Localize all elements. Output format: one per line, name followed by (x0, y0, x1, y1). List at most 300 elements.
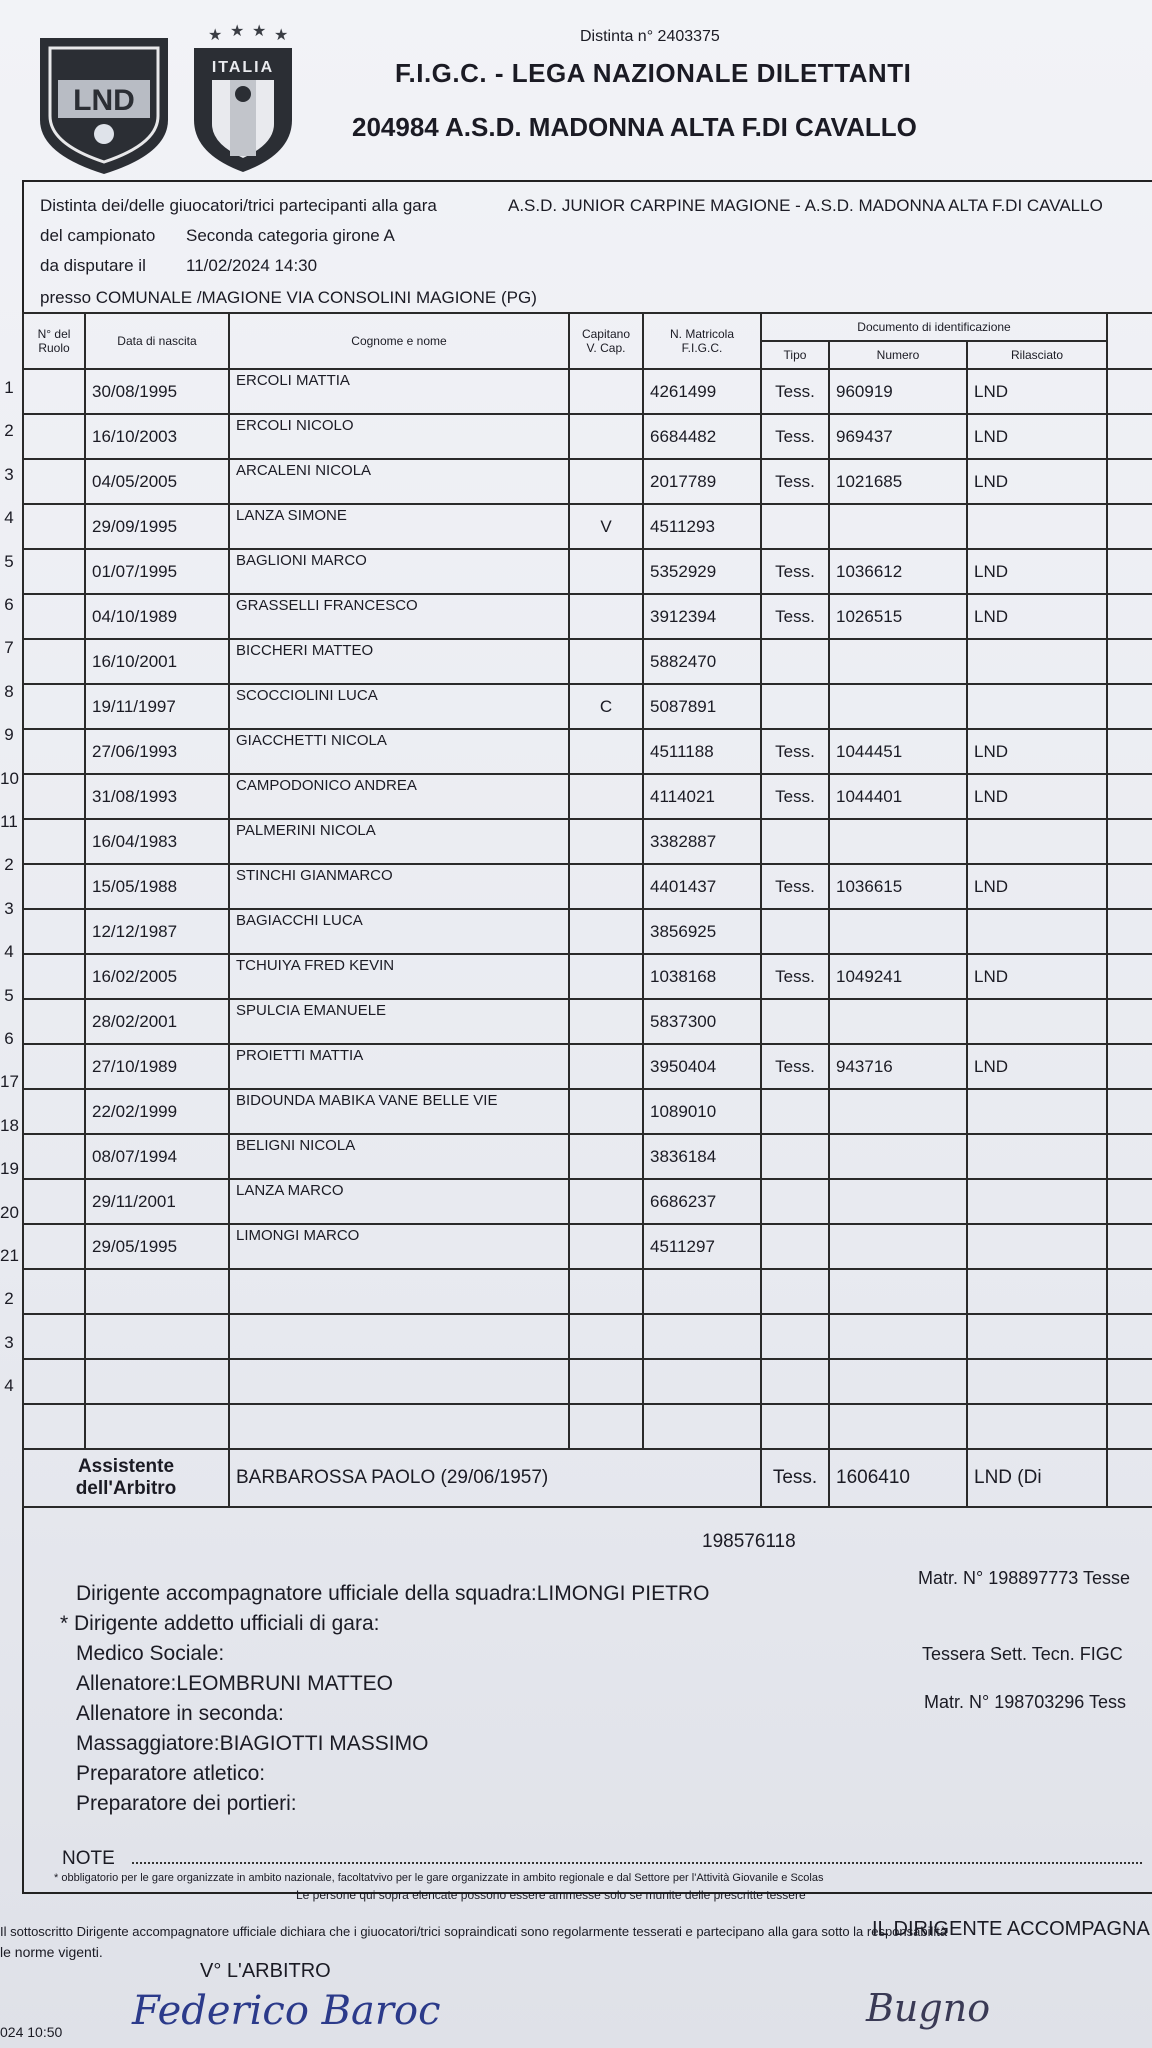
player-numero-cell: 1036615 (829, 864, 967, 909)
row-number: 3 (4, 898, 14, 918)
player-extra-cell (1107, 1314, 1152, 1359)
player-matricola-cell (643, 1404, 761, 1449)
italia-logo-text: ITALIA (211, 59, 275, 76)
venue: presso COMUNALE /MAGIONE VIA CONSOLINI MAGIONE (PG) (40, 288, 537, 307)
player-matricola-cell: 4114021 (643, 774, 761, 819)
player-rilasciato-cell (967, 1314, 1107, 1359)
championship-value: Seconda categoria girone A (186, 226, 395, 245)
dirigente-matricola: Matr. N° 198897773 Tesse (918, 1568, 1131, 1588)
player-ruolo-cell (23, 954, 85, 999)
player-rilasciato-cell (967, 504, 1107, 549)
player-numero-cell (829, 639, 967, 684)
player-matricola-cell: 1038168 (643, 954, 761, 999)
allenatore-line: Allenatore:LEOMBRUNI MATTEO (76, 1672, 394, 1695)
player-birth-cell: 28/02/2001 (85, 999, 229, 1044)
assistant-row (23, 1449, 1152, 1507)
player-tipo-cell: Tess. (761, 774, 829, 819)
player-row (23, 369, 1152, 414)
player-extra-cell (1107, 1404, 1152, 1449)
assistant-extra (1107, 1449, 1152, 1507)
player-birth-cell: 16/02/2005 (85, 954, 229, 999)
svg-text:★: ★ (230, 24, 245, 40)
player-matricola-cell: 5837300 (643, 999, 761, 1044)
row-number: 11 (0, 812, 18, 831)
row-number: 6 (4, 1029, 14, 1048)
player-numero-cell (829, 909, 967, 954)
player-cap-cell (569, 594, 643, 639)
seconda-line: Allenatore in seconda: (76, 1702, 284, 1725)
player-numero-cell (829, 1179, 967, 1224)
player-name-cell: TCHUIYA FRED KEVIN (229, 954, 569, 999)
match-label: Distinta dei/delle giuocatori/trici partecipanti alla gara (40, 196, 437, 215)
player-tipo-cell: Tess. (761, 414, 829, 459)
player-name-cell (229, 1404, 569, 1449)
player-ruolo-cell (23, 729, 85, 774)
player-rilasciato-cell (967, 1134, 1107, 1179)
player-matricola-cell: 2017789 (643, 459, 761, 504)
player-matricola-cell: 4511297 (643, 1224, 761, 1269)
dirigente-signature-label: IL DIRIGENTE ACCOMPAGNA (872, 1918, 1150, 1940)
player-cap-cell (569, 639, 643, 684)
player-ruolo-cell (23, 414, 85, 459)
player-cap-cell: C (569, 684, 643, 729)
player-extra-cell (1107, 549, 1152, 594)
player-name-cell: SPULCIA EMANUELE (229, 999, 569, 1044)
player-cap-cell: V (569, 504, 643, 549)
header-rilasciato: Rilasciato (967, 341, 1107, 369)
player-numero-cell (829, 1224, 967, 1269)
player-tipo-cell (761, 1089, 829, 1134)
player-rilasciato-cell (967, 684, 1107, 729)
player-cap-cell (569, 1404, 643, 1449)
player-extra-cell (1107, 999, 1152, 1044)
massaggiatore-line: Massaggiatore:BIAGIOTTI MASSIMO (76, 1732, 429, 1755)
player-numero-cell (829, 684, 967, 729)
player-numero-cell (829, 1314, 967, 1359)
svg-text:★: ★ (274, 25, 289, 44)
player-name-cell (229, 1359, 569, 1404)
player-cap-cell (569, 549, 643, 594)
player-cap-cell (569, 1089, 643, 1134)
assistant-label: Assistente dell'Arbitro (23, 1449, 229, 1507)
player-birth-cell: 27/10/1989 (85, 1044, 229, 1089)
distinta-number: Distinta n° 2403375 (580, 28, 720, 45)
championship-label: del campionato (40, 226, 156, 245)
player-numero-cell: 1036612 (829, 549, 967, 594)
row-number: 6 (4, 595, 14, 614)
player-ruolo-cell (23, 369, 85, 414)
player-extra-cell (1107, 639, 1152, 684)
player-birth-cell (85, 1404, 229, 1449)
player-row (23, 864, 1152, 909)
player-rilasciato-cell: LND (967, 864, 1107, 909)
player-numero-cell: 943716 (829, 1044, 967, 1089)
player-matricola-cell: 4261499 (643, 369, 761, 414)
player-tipo-cell (761, 1359, 829, 1404)
player-birth-cell: 15/05/1988 (85, 864, 229, 909)
federation-title: F.I.G.C. - LEGA NAZIONALE DILETTANTI (395, 58, 912, 88)
player-extra-cell (1107, 1224, 1152, 1269)
player-name-cell: LIMONGI MARCO (229, 1224, 569, 1269)
player-tipo-cell: Tess. (761, 729, 829, 774)
player-extra-cell (1107, 1269, 1152, 1314)
player-birth-cell: 31/08/1993 (85, 774, 229, 819)
player-extra-cell (1107, 594, 1152, 639)
player-numero-cell: 1026515 (829, 594, 967, 639)
player-row (23, 639, 1152, 684)
player-extra-cell (1107, 774, 1152, 819)
row-number: 3 (4, 1332, 14, 1352)
player-rilasciato-cell: LND (967, 729, 1107, 774)
player-tipo-cell: Tess. (761, 864, 829, 909)
player-extra-cell (1107, 1179, 1152, 1224)
note-dotted-line (132, 1862, 1142, 1864)
player-tipo-cell (761, 684, 829, 729)
player-row (23, 1089, 1152, 1134)
row-number: 18 (0, 1115, 19, 1135)
player-birth-cell: 08/07/1994 (85, 1134, 229, 1179)
declaration-text: Il sottoscritto Dirigente accompagnatore ufficiale dichiara che i giuocatori/trici sopraindicati sono regolarmente tesserati e partecipano alla gara sotto la responsabilità (0, 1924, 948, 1939)
player-birth-cell (85, 1314, 229, 1359)
player-birth-cell: 12/12/1987 (85, 909, 229, 954)
player-matricola-cell: 4511293 (643, 504, 761, 549)
player-matricola-cell: 3836184 (643, 1134, 761, 1179)
dirigente-signature: Bugno (866, 1986, 991, 2030)
player-rows (23, 369, 1152, 1449)
player-tipo-cell (761, 1269, 829, 1314)
player-matricola-cell: 3950404 (643, 1044, 761, 1089)
lnd-logo (36, 34, 172, 176)
player-row (23, 999, 1152, 1044)
player-rilasciato-cell: LND (967, 594, 1107, 639)
player-extra-cell (1107, 864, 1152, 909)
player-ruolo-cell (23, 504, 85, 549)
svg-text:★: ★ (252, 24, 267, 40)
player-birth-cell: 16/10/2003 (85, 414, 229, 459)
player-name-cell (229, 1269, 569, 1314)
player-tipo-cell (761, 909, 829, 954)
player-matricola-cell: 1089010 (643, 1089, 761, 1134)
player-row (23, 1314, 1152, 1359)
note-line-2: Le persone qui sopra elencate possono essere ammesse solo se munite delle prescritte tessere (296, 1888, 806, 1902)
timestamp: 024 10:50 (0, 2024, 63, 2040)
player-row (23, 414, 1152, 459)
player-extra-cell (1107, 369, 1152, 414)
row-number: 2 (4, 1289, 14, 1309)
player-tipo-cell (761, 504, 829, 549)
player-name-cell: PROIETTI MATTIA (229, 1044, 569, 1089)
player-matricola-cell: 5087891 (643, 684, 761, 729)
row-number: 4 (4, 508, 14, 528)
player-name-cell: GRASSELLI FRANCESCO (229, 594, 569, 639)
club-title: 204984 A.S.D. MADONNA ALTA F.DI CAVALLO (352, 112, 917, 142)
player-row (23, 819, 1152, 864)
player-cap-cell (569, 1314, 643, 1359)
player-rilasciato-cell: LND (967, 369, 1107, 414)
player-numero-cell: 1044451 (829, 729, 967, 774)
player-numero-cell (829, 819, 967, 864)
player-matricola-cell: 6684482 (643, 414, 761, 459)
player-birth-cell: 04/05/2005 (85, 459, 229, 504)
player-extra-cell (1107, 504, 1152, 549)
player-row (23, 729, 1152, 774)
player-rilasciato-cell: LND (967, 459, 1107, 504)
player-name-cell: BICCHERI MATTEO (229, 639, 569, 684)
player-extra-cell (1107, 414, 1152, 459)
player-ruolo-cell (23, 1269, 85, 1314)
player-rilasciato-cell: LND (967, 954, 1107, 999)
player-matricola-cell: 3382887 (643, 819, 761, 864)
player-cap-cell (569, 1179, 643, 1224)
player-birth-cell: 19/11/1997 (85, 684, 229, 729)
player-rilasciato-cell: LND (967, 774, 1107, 819)
player-row (23, 1044, 1152, 1089)
player-rilasciato-cell (967, 1359, 1107, 1404)
header-nascita: Data di nascita (85, 313, 229, 369)
player-matricola-cell: 4401437 (643, 864, 761, 909)
player-cap-cell (569, 954, 643, 999)
player-ruolo-cell (23, 1224, 85, 1269)
player-ruolo-cell (23, 1404, 85, 1449)
row-number: 9 (4, 725, 14, 745)
assistant-tipo: Tess. (761, 1449, 829, 1507)
player-name-cell: LANZA MARCO (229, 1179, 569, 1224)
player-birth-cell: 29/11/2001 (85, 1179, 229, 1224)
player-tipo-cell: Tess. (761, 594, 829, 639)
player-cap-cell (569, 1359, 643, 1404)
player-extra-cell (1107, 909, 1152, 954)
player-numero-cell: 969437 (829, 414, 967, 459)
player-tipo-cell (761, 639, 829, 684)
player-birth-cell: 04/10/1989 (85, 594, 229, 639)
player-matricola-cell: 5352929 (643, 549, 761, 594)
row-number: 5 (4, 985, 14, 1005)
header-documento: Documento di identificazione (761, 313, 1107, 341)
player-birth-cell (85, 1359, 229, 1404)
player-matricola-cell: 3912394 (643, 594, 761, 639)
player-cap-cell (569, 864, 643, 909)
player-row (23, 774, 1152, 819)
player-tipo-cell (761, 1314, 829, 1359)
player-numero-cell (829, 1089, 967, 1134)
player-matricola-cell: 5882470 (643, 639, 761, 684)
player-tipo-cell (761, 1224, 829, 1269)
player-tipo-cell: Tess. (761, 369, 829, 414)
player-name-cell: ARCALENI NICOLA (229, 459, 569, 504)
player-ruolo-cell (23, 1314, 85, 1359)
player-rilasciato-cell (967, 1269, 1107, 1314)
player-row (23, 1404, 1152, 1449)
player-name-cell: BELIGNI NICOLA (229, 1134, 569, 1179)
header-capitano: Capitano V. Cap. (569, 313, 643, 369)
row-number: 20 (0, 1202, 19, 1222)
row-number: 7 (4, 638, 14, 658)
row-number: 2 (4, 421, 14, 441)
player-cap-cell (569, 1269, 643, 1314)
player-rilasciato-cell (967, 1179, 1107, 1224)
player-matricola-cell (643, 1314, 761, 1359)
player-extra-cell (1107, 1089, 1152, 1134)
row-number: 3 (4, 464, 14, 484)
player-birth-cell: 16/10/2001 (85, 639, 229, 684)
player-ruolo-cell (23, 639, 85, 684)
player-row (23, 594, 1152, 639)
arbitro-label: V° L'ARBITRO (200, 1960, 331, 1982)
player-matricola-cell (643, 1269, 761, 1314)
header-nome: Cognome e nome (229, 313, 569, 369)
player-tipo-cell: Tess. (761, 549, 829, 594)
player-cap-cell (569, 369, 643, 414)
player-rilasciato-cell (967, 639, 1107, 684)
player-ruolo-cell (23, 1359, 85, 1404)
player-name-cell: BAGLIONI MARCO (229, 549, 569, 594)
player-extra-cell (1107, 1359, 1152, 1404)
player-row (23, 1224, 1152, 1269)
allenatore-tessera: Tessera Sett. Tecn. FIGC (922, 1644, 1123, 1664)
player-rilasciato-cell (967, 819, 1107, 864)
player-cap-cell (569, 1224, 643, 1269)
player-name-cell: GIACCHETTI NICOLA (229, 729, 569, 774)
player-row (23, 909, 1152, 954)
player-extra-cell (1107, 1134, 1152, 1179)
player-ruolo-cell (23, 594, 85, 639)
player-ruolo-cell (23, 459, 85, 504)
player-ruolo-cell (23, 1044, 85, 1089)
seconda-matricola: Matr. N° 198703296 Tess (924, 1692, 1126, 1712)
lnd-logo-text: LND (73, 84, 135, 117)
player-numero-cell (829, 1359, 967, 1404)
player-numero-cell: 1044401 (829, 774, 967, 819)
header-tipo: Tipo (761, 341, 829, 369)
header-extra (1107, 313, 1152, 369)
player-row (23, 1359, 1152, 1404)
player-rilasciato-cell (967, 1089, 1107, 1134)
player-ruolo-cell (23, 1134, 85, 1179)
player-ruolo-cell (23, 864, 85, 909)
declaration-text-2: le norme vigenti. (0, 1944, 103, 1960)
player-birth-cell: 22/02/1999 (85, 1089, 229, 1134)
player-extra-cell (1107, 459, 1152, 504)
player-cap-cell (569, 999, 643, 1044)
portieri-line: Preparatore dei portieri: (76, 1792, 297, 1815)
player-name-cell: CAMPODONICO ANDREA (229, 774, 569, 819)
player-extra-cell (1107, 954, 1152, 999)
player-birth-cell (85, 1269, 229, 1314)
player-extra-cell (1107, 729, 1152, 774)
player-ruolo-cell (23, 774, 85, 819)
player-numero-cell (829, 1269, 967, 1314)
player-numero-cell: 1021685 (829, 459, 967, 504)
row-number: 4 (4, 1376, 14, 1396)
match-teams: A.S.D. JUNIOR CARPINE MAGIONE - A.S.D. MADONNA ALTA F.DI CAVALLO (508, 196, 1103, 215)
player-cap-cell (569, 819, 643, 864)
player-matricola-cell: 6686237 (643, 1179, 761, 1224)
player-name-cell: STINCHI GIANMARCO (229, 864, 569, 909)
player-row (23, 1134, 1152, 1179)
dirigente-line: Dirigente accompagnatore ufficiale della squadra:LIMONGI PIETRO (76, 1582, 710, 1605)
player-extra-cell (1107, 1044, 1152, 1089)
player-tipo-cell: Tess. (761, 1044, 829, 1089)
player-cap-cell (569, 414, 643, 459)
player-tipo-cell (761, 819, 829, 864)
player-row (23, 954, 1152, 999)
player-row (23, 1179, 1152, 1224)
player-numero-cell (829, 1404, 967, 1449)
player-rilasciato-cell (967, 1224, 1107, 1269)
player-birth-cell: 29/09/1995 (85, 504, 229, 549)
player-name-cell (229, 1314, 569, 1359)
player-numero-cell (829, 999, 967, 1044)
assistant-numero: 1606410 (829, 1449, 967, 1507)
player-matricola-cell: 3856925 (643, 909, 761, 954)
preparatore-line: Preparatore atletico: (76, 1762, 266, 1785)
row-number: 19 (0, 1159, 19, 1179)
player-birth-cell: 30/08/1995 (85, 369, 229, 414)
player-cap-cell (569, 1134, 643, 1179)
medico-line: Medico Sociale: (76, 1642, 225, 1665)
player-rilasciato-cell (967, 1404, 1107, 1449)
player-birth-cell: 29/05/1995 (85, 1224, 229, 1269)
row-number: 1 (4, 378, 14, 397)
player-extra-cell (1107, 684, 1152, 729)
player-matricola-cell (643, 1359, 761, 1404)
date-value: 11/02/2024 14:30 (186, 256, 318, 275)
player-ruolo-cell (23, 999, 85, 1044)
assistant-matricola-text: 198576118 (702, 1531, 796, 1552)
arbitro-signature: Federico Baroc (132, 1988, 441, 2034)
player-ruolo-cell (23, 549, 85, 594)
row-number: 8 (4, 681, 14, 701)
player-cap-cell (569, 774, 643, 819)
note-line-1: * obbligatorio per le gare organizzate in ambito nazionale, facoltatvivo per le gare organizzate in ambito regionale e dal Settore per l'Attività Giovanile e Scolas (54, 1872, 824, 1884)
player-ruolo-cell (23, 684, 85, 729)
player-tipo-cell (761, 1179, 829, 1224)
player-tipo-cell: Tess. (761, 459, 829, 504)
player-row (23, 504, 1152, 549)
italia-logo (190, 24, 296, 174)
assistant-rilasciato: LND (Di (967, 1449, 1107, 1507)
player-rilasciato-cell: LND (967, 1044, 1107, 1089)
row-number: 21 (0, 1246, 19, 1265)
player-rilasciato-cell: LND (967, 414, 1107, 459)
row-number: 5 (4, 551, 14, 571)
player-row (23, 549, 1152, 594)
player-name-cell: ERCOLI NICOLO (229, 414, 569, 459)
player-birth-cell: 16/04/1983 (85, 819, 229, 864)
svg-text:★: ★ (208, 25, 223, 44)
player-tipo-cell (761, 999, 829, 1044)
player-numero-cell (829, 1134, 967, 1179)
player-cap-cell (569, 729, 643, 774)
player-name-cell: SCOCCIOLINI LUCA (229, 684, 569, 729)
date-label: da disputare il (40, 256, 146, 275)
player-rilasciato-cell (967, 909, 1107, 954)
row-number: 2 (4, 855, 14, 875)
player-rilasciato-cell: LND (967, 549, 1107, 594)
player-tipo-cell (761, 1404, 829, 1449)
note-label: NOTE (62, 1848, 115, 1869)
player-numero-cell: 960919 (829, 369, 967, 414)
player-name-cell: BIDOUNDA MABIKA VANE BELLE VIE (229, 1089, 569, 1134)
player-birth-cell: 27/06/1993 (85, 729, 229, 774)
player-tipo-cell (761, 1134, 829, 1179)
header-matricola: N. Matricola F.I.G.C. (643, 313, 761, 369)
player-matricola-cell: 4511188 (643, 729, 761, 774)
addetto-line: * Dirigente addetto ufficiali di gara: (60, 1612, 380, 1635)
player-row (23, 684, 1152, 729)
player-ruolo-cell (23, 1179, 85, 1224)
player-rilasciato-cell (967, 999, 1107, 1044)
